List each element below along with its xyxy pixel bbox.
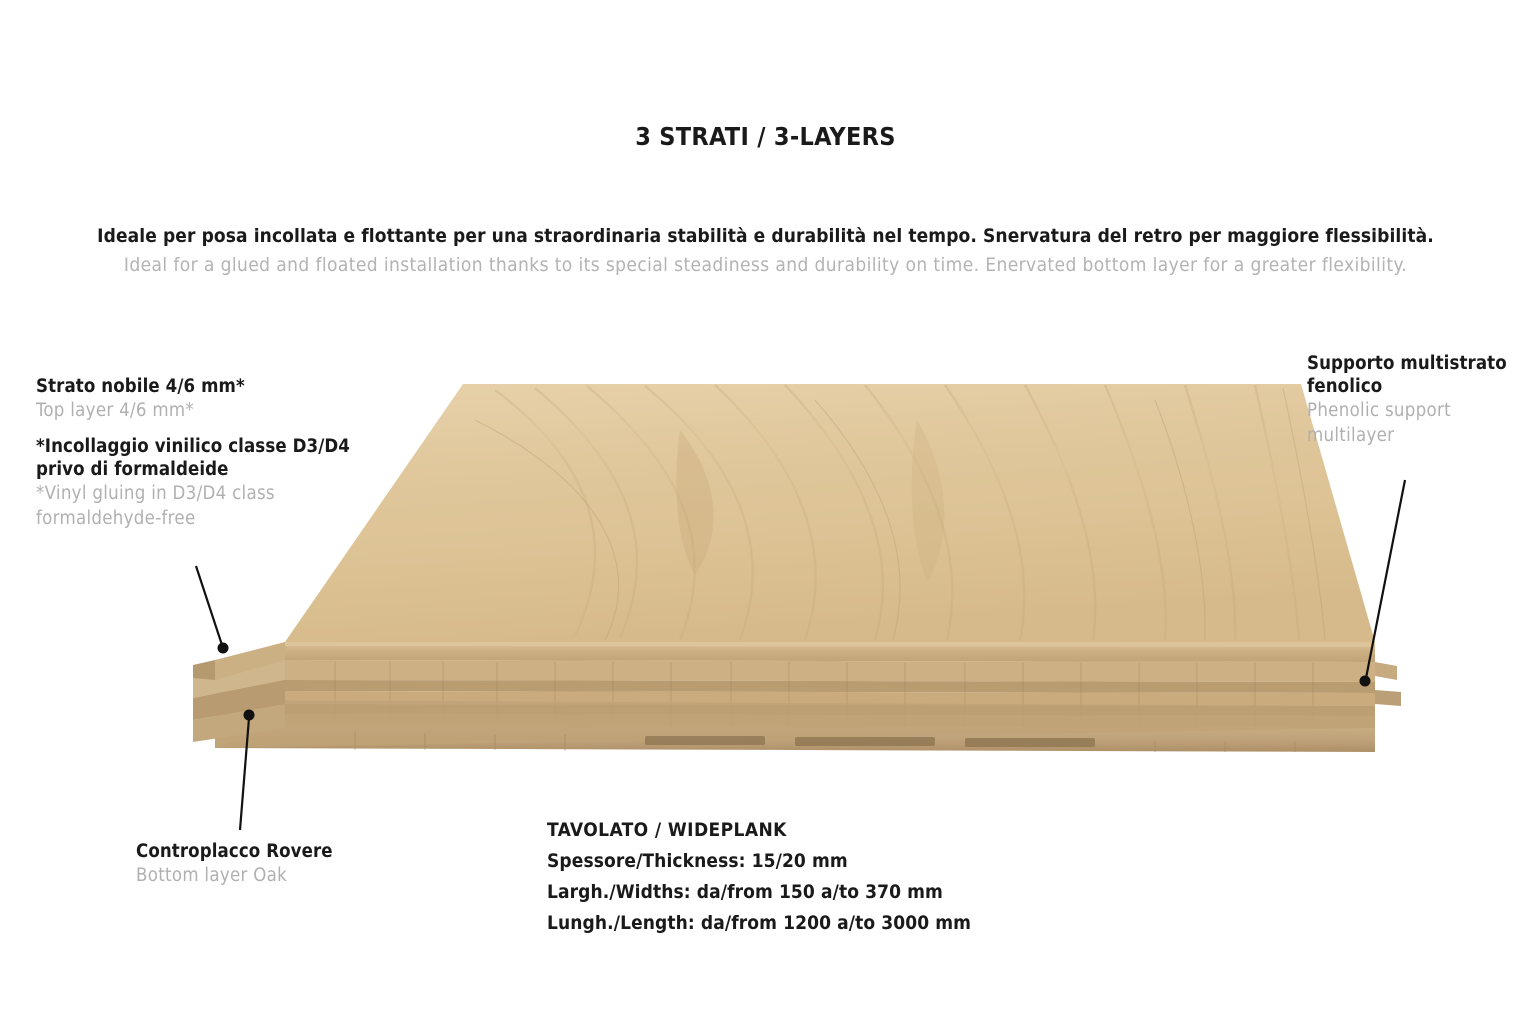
plank-top-surface — [285, 384, 1375, 642]
specs-length: Lungh./Length: da/from 1200 a/to 3000 mm — [547, 912, 972, 934]
callout-support-italian: Supporto multistrato fenolico — [1307, 353, 1507, 397]
plank-tongue-right — [1375, 662, 1401, 706]
callout-top-layer-english: Top layer 4/6 mm* — [36, 400, 195, 421]
callout-bottom-layer — [136, 840, 416, 888]
callout-bottom-layer-italian: Controplacco Rovere — [136, 841, 333, 862]
callout-top-layer-italian: Strato nobile 4/6 mm* — [36, 376, 245, 397]
specs-thickness: Spessore/Thickness: 15/20 mm — [547, 850, 848, 872]
callout-top-layer-note-english: *Vinyl gluing in D3/D4 class formaldehyde-free — [36, 483, 275, 529]
callout-top-layer-note-italian: *Incollaggio vinilico classe D3/D4 privo di formaldeide — [36, 436, 350, 480]
intro-block — [0, 222, 1531, 280]
callout-top-layer — [36, 375, 366, 531]
intro-text-english: Ideal for a glued and floated installation thanks to its special steadiness and durability on time. Enervated bottom layer for a greater flexibility. — [123, 254, 1408, 276]
intro-text-italian: Ideale per posa incollata e flottante per una straordinaria stabilità e durabilità nel tempo. Snervatura del retro per maggiore flessibilità. — [97, 225, 1434, 247]
specs-block — [547, 815, 1027, 939]
specs-heading: TAVOLATO / WIDEPLANK — [547, 819, 787, 841]
page-title: 3 STRATI / 3-LAYERS — [635, 122, 896, 151]
callout-bottom-layer-english: Bottom layer Oak — [136, 865, 288, 886]
plank-top-edge — [285, 642, 1375, 662]
specs-width: Largh./Widths: da/from 150 a/to 370 mm — [547, 881, 943, 903]
callout-support — [1307, 352, 1522, 448]
callout-support-english: Phenolic support multilayer — [1307, 400, 1451, 446]
